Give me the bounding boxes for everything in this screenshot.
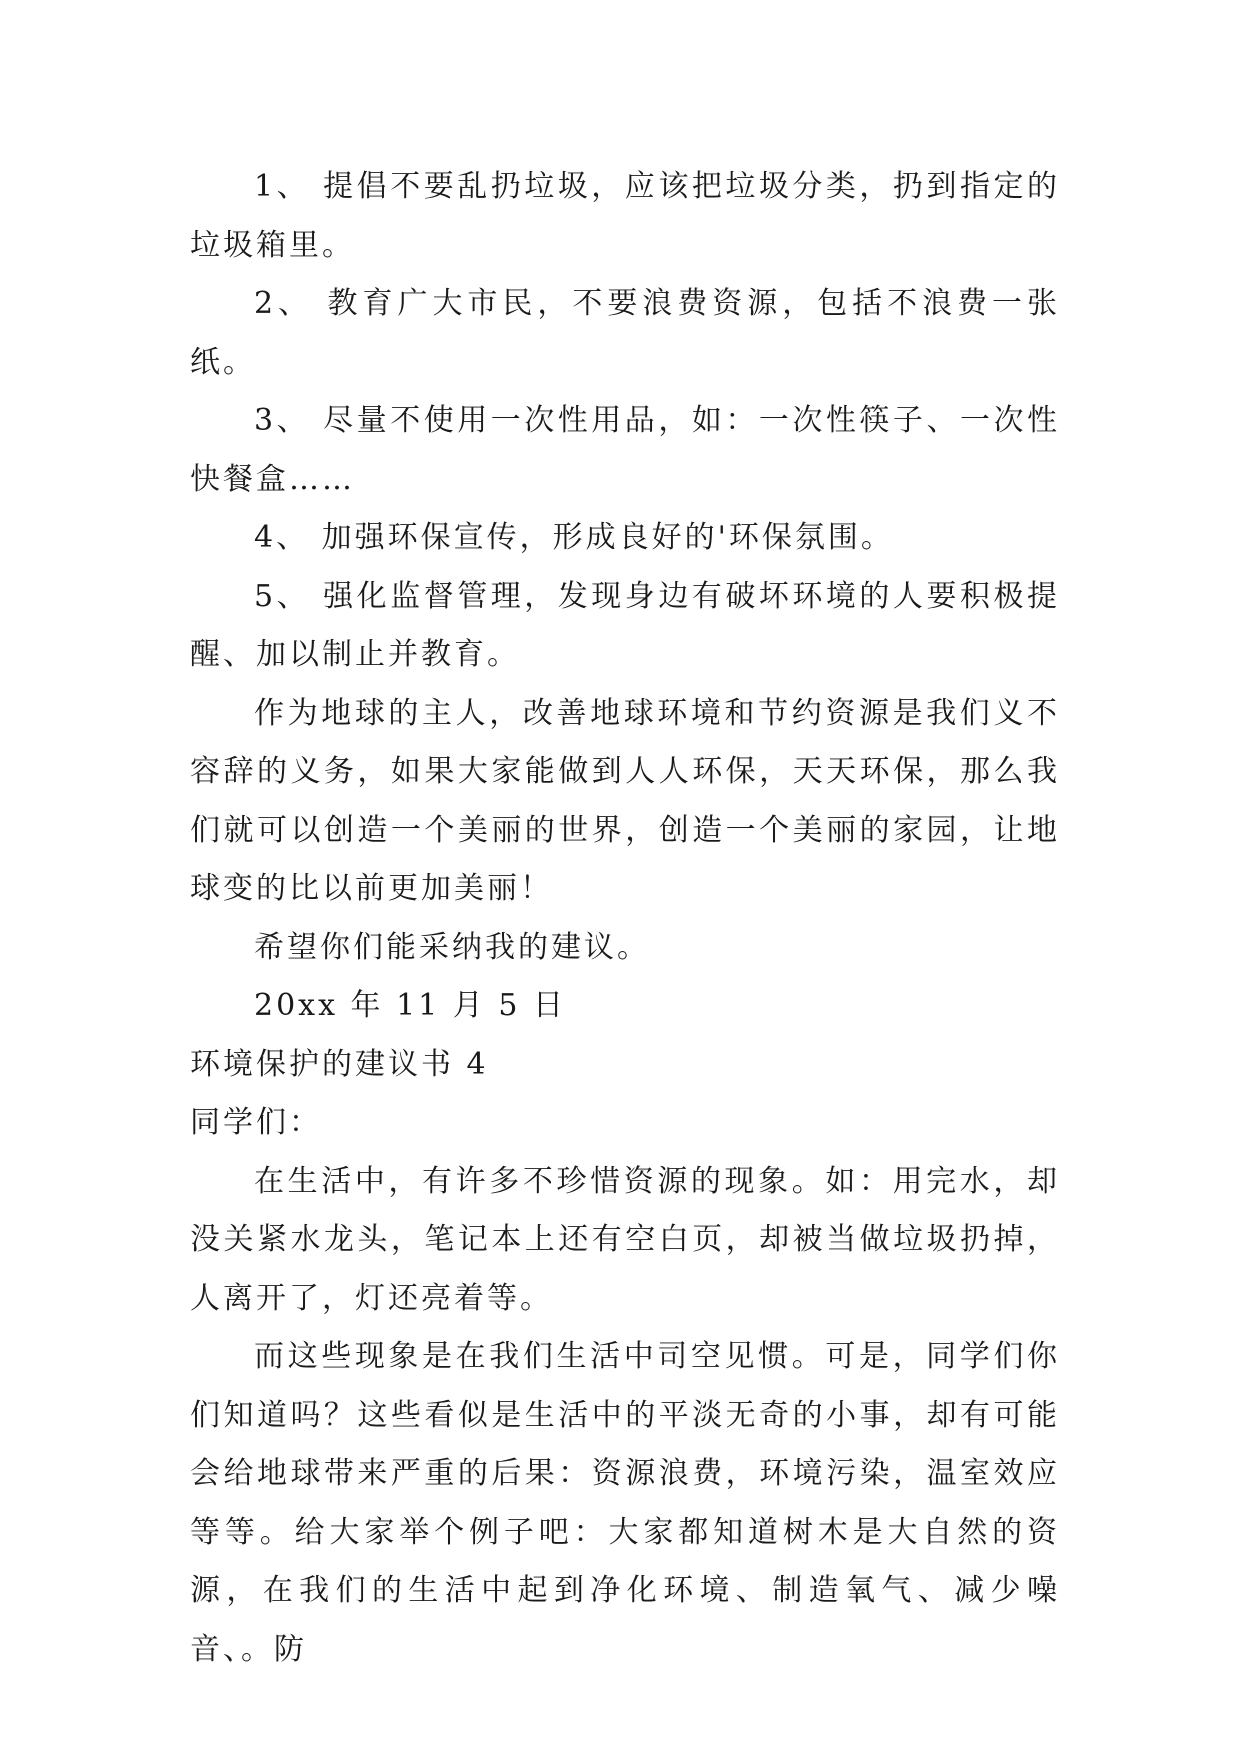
paragraph-suggestion-3: 3、 尽量不使用一次性用品，如：一次性筷子、一次性快餐盒……	[190, 403, 1060, 497]
paragraph-conclusion: 作为地球的主人，改善地球环境和节约资源是我们义不容辞的义务，如果大家能做到人人环保，天天环保，那么我们就可以创造一个美丽的世界，创造一个美丽的家园，让地球变的比以前更加美丽！	[190, 695, 1060, 906]
paragraph-closing: 希望你们能采纳我的建议。	[254, 929, 650, 965]
paragraph-body-1: 在生活中，有许多不珍惜资源的现象。如：用完水，却没关紧水龙头，笔记本上还有空白页，却被当做垃圾扔掉，人离开了，灯还亮着等。	[190, 1163, 1060, 1316]
paragraph-suggestion-5: 5、 强化监督管理，发现身边有破坏环境的人要积极提醒、加以制止并教育。	[190, 578, 1060, 672]
paragraph-body-2: 而这些现象是在我们生活中司空见惯。可是，同学们你们知道吗？这些看似是生活中的平淡无奇的小事，却有可能会给地球带来严重的后果：资源浪费，环境污染，温室效应等等。给大家举个例子吧：大家都知道树木是大自然的资源，在我们的生活中起到净化环境、制造氧气、减少噪音、。防	[190, 1339, 1060, 1667]
document-body	[190, 158, 1060, 1679]
section-title: 环境保护的建议书 4	[190, 1046, 489, 1082]
paragraph-suggestion-1: 1、 提倡不要乱扔垃圾，应该把垃圾分类，扔到指定的垃圾箱里。	[190, 169, 1060, 263]
paragraph-suggestion-4: 4、 加强环保宣传，形成良好的'环保氛围。	[254, 520, 894, 555]
salutation: 同学们：	[190, 1105, 322, 1140]
paragraph-suggestion-2: 2、 教育广大市民，不要浪费资源，包括不浪费一张纸。	[190, 286, 1060, 380]
paragraph-date: 20xx 年 11 月 5 日	[254, 988, 566, 1023]
